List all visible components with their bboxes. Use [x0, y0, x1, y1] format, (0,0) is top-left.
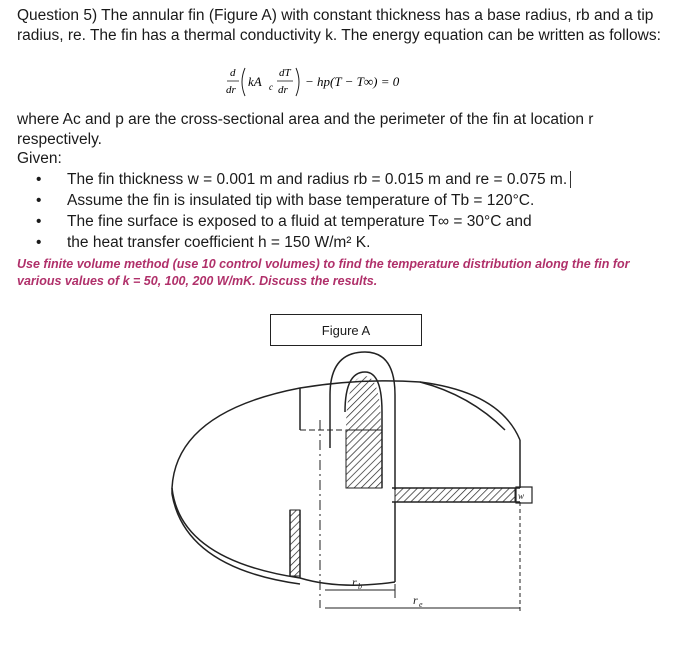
fin-width-label: w: [518, 491, 525, 501]
eq-kac: kA: [248, 74, 262, 89]
re-label: r: [413, 593, 418, 607]
bullet-1-glyph: •: [36, 171, 42, 188]
given-label: Given:: [17, 150, 62, 167]
eq-dT: dT: [279, 67, 291, 79]
rb-label-sub: b: [358, 582, 362, 591]
figure-caption: Figure A: [321, 322, 371, 338]
eq-c-sub: c: [269, 82, 273, 92]
eq-d: d: [230, 67, 236, 79]
bullet-3-glyph: •: [36, 213, 42, 230]
where-line-1: where Ac and p are the cross-sectional area and the perimeter of the fin at location r: [17, 111, 594, 128]
bullet-4: the heat transfer coefficient h = 150 W/m² K.: [67, 234, 371, 251]
question-line-2: radius, re. The fin has a thermal conductivity k. The energy equation can be written as follows:: [17, 27, 661, 44]
bullet-4-glyph: •: [36, 234, 42, 251]
re-label-sub: e: [419, 600, 423, 609]
where-line-2: respectively.: [17, 131, 102, 148]
eq-rest: − hp(T − T∞) = 0: [305, 74, 400, 89]
bullet-3: The fine surface is exposed to a fluid at temperature T∞ = 30°C and: [67, 213, 532, 230]
task-line-1: Use finite volume method (use 10 control volumes) to find the temperature distribution along the fin for: [17, 257, 630, 271]
bullet-2: Assume the fin is insulated tip with base temperature of Tb = 120°C.: [67, 192, 535, 209]
question-line-1: Question 5) The annular fin (Figure A) with constant thickness has a base radius, rb and a tip: [17, 7, 654, 24]
task-line-2: various values of k = 50, 100, 200 W/mK. Discuss the results.: [17, 274, 378, 288]
eq-dr: dr: [226, 84, 236, 96]
bullet-1-text: The fin thickness w = 0.001 m and radius rb = 0.015 m and re = 0.075 m.: [67, 171, 568, 188]
bullet-2-glyph: •: [36, 192, 42, 209]
eq-dr-2: dr: [278, 84, 288, 96]
rb-label: r: [352, 575, 357, 589]
